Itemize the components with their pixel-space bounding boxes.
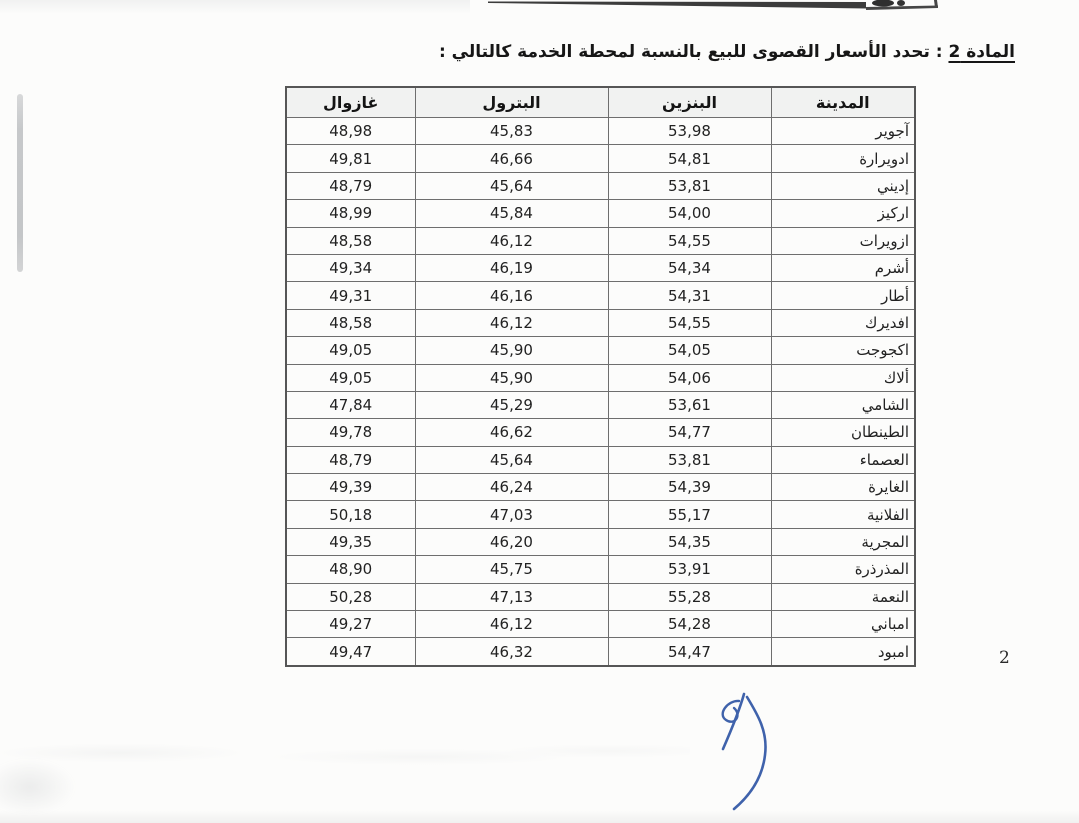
gazoal-cell: 48,90 — [286, 556, 415, 583]
city-cell: ألاك — [771, 364, 915, 391]
city-cell: الغايرة — [771, 474, 915, 501]
gazoal-cell: 49,78 — [286, 419, 415, 446]
benzine-cell: 53,91 — [608, 556, 771, 583]
header-cell-city: المدينة — [771, 87, 915, 118]
table-row — [286, 474, 915, 501]
table-row — [286, 364, 915, 391]
gazoal-cell: 49,27 — [286, 611, 415, 638]
petrol-cell: 46,62 — [415, 419, 608, 446]
gazoal-cell: 49,47 — [286, 638, 415, 666]
city-cell: الشامي — [771, 391, 915, 418]
benzine-cell: 54,39 — [608, 474, 771, 501]
article-title-text: : تحدد الأسعار القصوى للبيع بالنسبة لمحطة الخدمة كالتالي : — [438, 42, 949, 62]
bottom-left-smudge-artifact — [0, 758, 77, 816]
header-cell-benzine: البنزين — [608, 87, 771, 118]
left-edge-gray-bar-artifact — [17, 94, 23, 272]
page-number: 2 — [999, 648, 1010, 668]
city-cell: امبود — [771, 638, 915, 666]
benzine-cell: 54,31 — [608, 282, 771, 309]
table-row — [286, 337, 915, 364]
bottom-edge-shading — [0, 810, 1079, 823]
gazoal-cell: 49,05 — [286, 364, 415, 391]
petrol-cell: 47,13 — [415, 583, 608, 610]
petrol-cell: 46,16 — [415, 282, 608, 309]
article-title — [439, 42, 1015, 62]
article-number: المادة 2 — [948, 42, 1015, 62]
benzine-cell: 54,47 — [608, 638, 771, 666]
gazoal-cell: 50,28 — [286, 583, 415, 610]
benzine-cell: 54,35 — [608, 528, 771, 555]
city-cell: اركيز — [771, 200, 915, 227]
bottom-ghosting-artifact — [0, 733, 690, 775]
petrol-cell: 45,75 — [415, 556, 608, 583]
benzine-cell: 54,00 — [608, 200, 771, 227]
city-cell: اكجوجت — [771, 337, 915, 364]
city-cell: أطار — [771, 282, 915, 309]
header-cell-gazoal: غازوال — [286, 87, 415, 118]
benzine-cell: 54,28 — [608, 611, 771, 638]
fuel-price-table — [285, 86, 916, 667]
table-row — [286, 501, 915, 528]
table-row — [286, 611, 915, 638]
benzine-cell: 55,28 — [608, 583, 771, 610]
benzine-cell: 54,55 — [608, 227, 771, 254]
gazoal-cell: 49,34 — [286, 254, 415, 281]
table-row — [286, 391, 915, 418]
benzine-cell: 55,17 — [608, 501, 771, 528]
table-row — [286, 583, 915, 610]
table-row — [286, 200, 915, 227]
city-cell: آجوير — [771, 118, 915, 145]
benzine-cell: 54,55 — [608, 309, 771, 336]
petrol-cell: 45,64 — [415, 446, 608, 473]
petrol-cell: 46,12 — [415, 309, 608, 336]
gazoal-cell: 50,18 — [286, 501, 415, 528]
table-row — [286, 172, 915, 199]
petrol-cell: 46,24 — [415, 474, 608, 501]
gazoal-cell: 48,58 — [286, 227, 415, 254]
gazoal-cell: 49,31 — [286, 282, 415, 309]
benzine-cell: 54,77 — [608, 419, 771, 446]
petrol-cell: 45,90 — [415, 337, 608, 364]
top-scan-mottle — [0, 0, 470, 14]
gazoal-cell: 47,84 — [286, 391, 415, 418]
city-cell: إديني — [771, 172, 915, 199]
city-cell: الطينطان — [771, 419, 915, 446]
city-cell: المذرذرة — [771, 556, 915, 583]
gazoal-cell: 49,81 — [286, 145, 415, 172]
petrol-cell: 45,29 — [415, 391, 608, 418]
petrol-cell: 46,20 — [415, 528, 608, 555]
gazoal-cell: 48,98 — [286, 118, 415, 145]
petrol-cell: 45,90 — [415, 364, 608, 391]
table-row — [286, 227, 915, 254]
benzine-cell: 53,61 — [608, 391, 771, 418]
gazoal-cell: 49,35 — [286, 528, 415, 555]
petrol-cell: 47,03 — [415, 501, 608, 528]
city-cell: امباني — [771, 611, 915, 638]
table-row — [286, 118, 915, 145]
gazoal-cell: 49,39 — [286, 474, 415, 501]
petrol-cell: 46,66 — [415, 145, 608, 172]
gazoal-cell: 48,79 — [286, 446, 415, 473]
table-row — [286, 446, 915, 473]
gazoal-cell: 49,05 — [286, 337, 415, 364]
signature — [690, 685, 790, 820]
table-row — [286, 419, 915, 446]
gazoal-cell: 48,58 — [286, 309, 415, 336]
city-cell: المجرية — [771, 528, 915, 555]
table-row — [286, 556, 915, 583]
petrol-cell: 45,64 — [415, 172, 608, 199]
table-header-row — [286, 87, 915, 118]
benzine-cell: 54,05 — [608, 337, 771, 364]
petrol-cell: 46,12 — [415, 227, 608, 254]
table-row — [286, 254, 915, 281]
city-cell: الفلانية — [771, 501, 915, 528]
petrol-cell: 45,84 — [415, 200, 608, 227]
city-cell: ادويرارة — [771, 145, 915, 172]
table-row — [286, 309, 915, 336]
city-cell: النعمة — [771, 583, 915, 610]
petrol-cell: 46,19 — [415, 254, 608, 281]
benzine-cell: 53,98 — [608, 118, 771, 145]
benzine-cell: 53,81 — [608, 172, 771, 199]
petrol-cell: 46,32 — [415, 638, 608, 666]
table-row — [286, 638, 915, 666]
header-cell-petrol: البترول — [415, 87, 608, 118]
table-row — [286, 528, 915, 555]
benzine-cell: 54,81 — [608, 145, 771, 172]
table-row — [286, 145, 915, 172]
city-cell: العصماء — [771, 446, 915, 473]
petrol-cell: 46,12 — [415, 611, 608, 638]
petrol-cell: 45,83 — [415, 118, 608, 145]
table-row — [286, 282, 915, 309]
city-cell: أشرم — [771, 254, 915, 281]
price-table-body — [286, 118, 915, 666]
city-cell: ازويرات — [771, 227, 915, 254]
benzine-cell: 54,34 — [608, 254, 771, 281]
gazoal-cell: 48,79 — [286, 172, 415, 199]
gazoal-cell: 48,99 — [286, 200, 415, 227]
benzine-cell: 54,06 — [608, 364, 771, 391]
benzine-cell: 53,81 — [608, 446, 771, 473]
city-cell: افديرك — [771, 309, 915, 336]
